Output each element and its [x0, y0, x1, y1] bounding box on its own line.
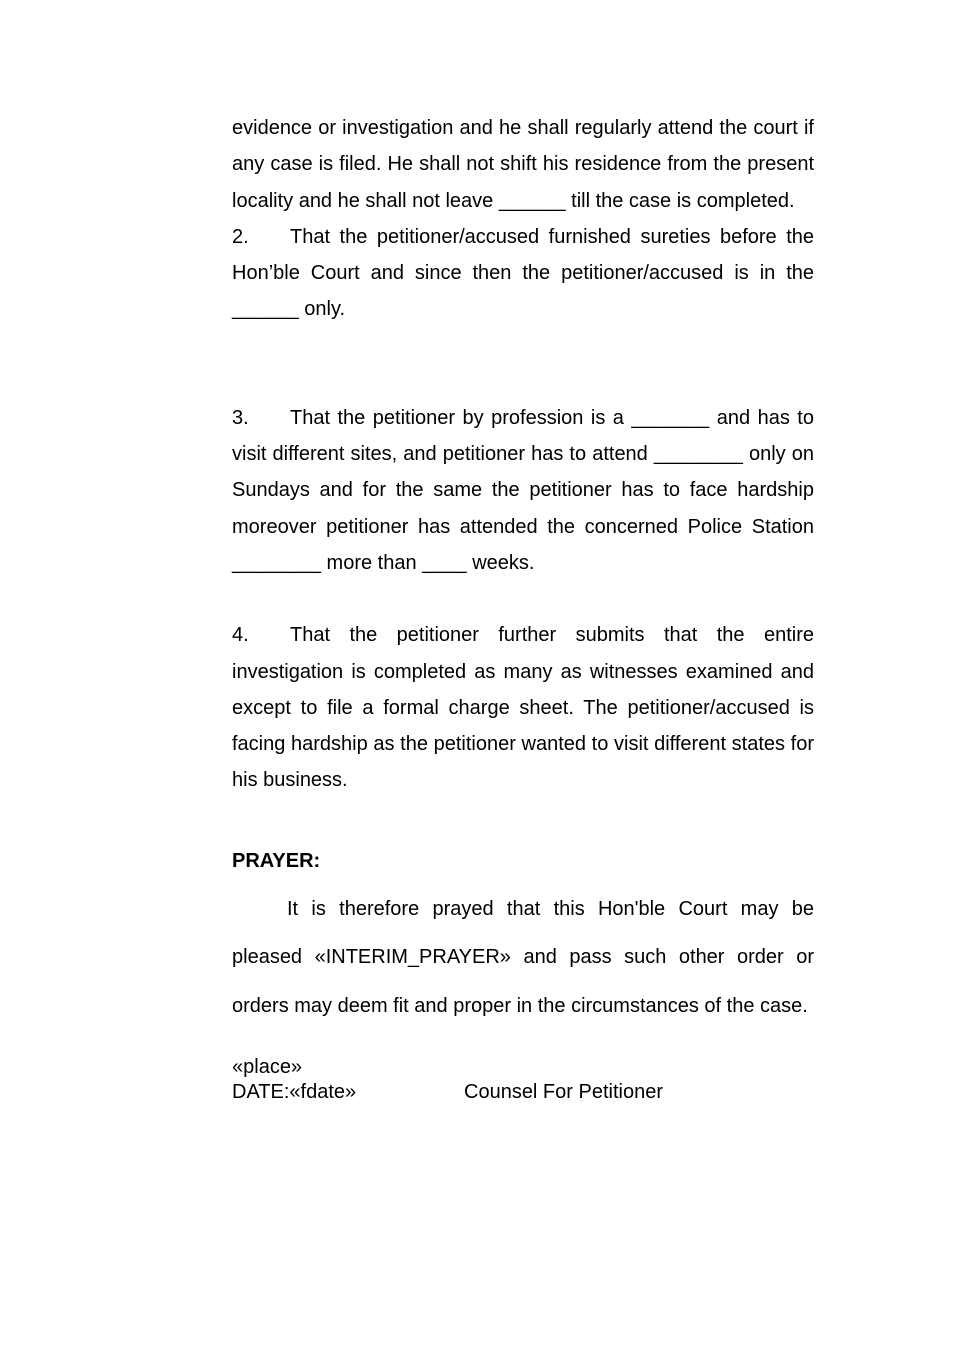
paragraph-number: 4. [232, 624, 249, 647]
place-field: «place» [232, 1056, 303, 1079]
date-counsel-row [232, 1080, 814, 1105]
continuation-paragraph [232, 110, 814, 219]
document-page [232, 110, 814, 1104]
continuation-text: evidence or investigation and he shall regularly attend the court if any case is filed. He shall not shift his residence from the present locality and he shall not leave ______ till the case is completed. [232, 117, 814, 212]
paragraph-text: That the petitioner further submits that the entire investigation is completed as many as witnesses examined and except to file a formal charge sheet. The petitioner/accused is facing hardship as the petitioner wanted to visit different states for his business. [232, 624, 814, 792]
paragraph-4 [232, 617, 814, 798]
counsel-signature-label: Counsel For Petitioner [464, 1080, 663, 1103]
paragraph-2 [232, 219, 814, 328]
paragraph-text: That the petitioner/accused furnished sureties before the Hon’ble Court and since then the petitioner/accused is in the ______ only. [232, 225, 814, 321]
paragraph-number: 2. [232, 225, 249, 248]
date-field: DATE:«fdate» [232, 1080, 357, 1103]
paragraph-3 [232, 400, 814, 581]
prayer-heading: PRAYER: [232, 849, 321, 872]
paragraph-number: 3. [232, 406, 249, 429]
signature-block [232, 1055, 814, 1104]
prayer-text: It is therefore prayed that this Hon'ble Court may be pleased «INTERIM_PRAYER» and pass such other order or orders may deem fit and proper in the circumstances of the case. [232, 897, 814, 1017]
paragraph-text: That the petitioner by profession is a _______ and has to visit different sites, and petitioner has to attend ________ only on Sundays and for the same the petitioner has to face hardship moreover petitioner has attended the concerned Police Station ________ more than ____ weeks. [232, 406, 814, 574]
